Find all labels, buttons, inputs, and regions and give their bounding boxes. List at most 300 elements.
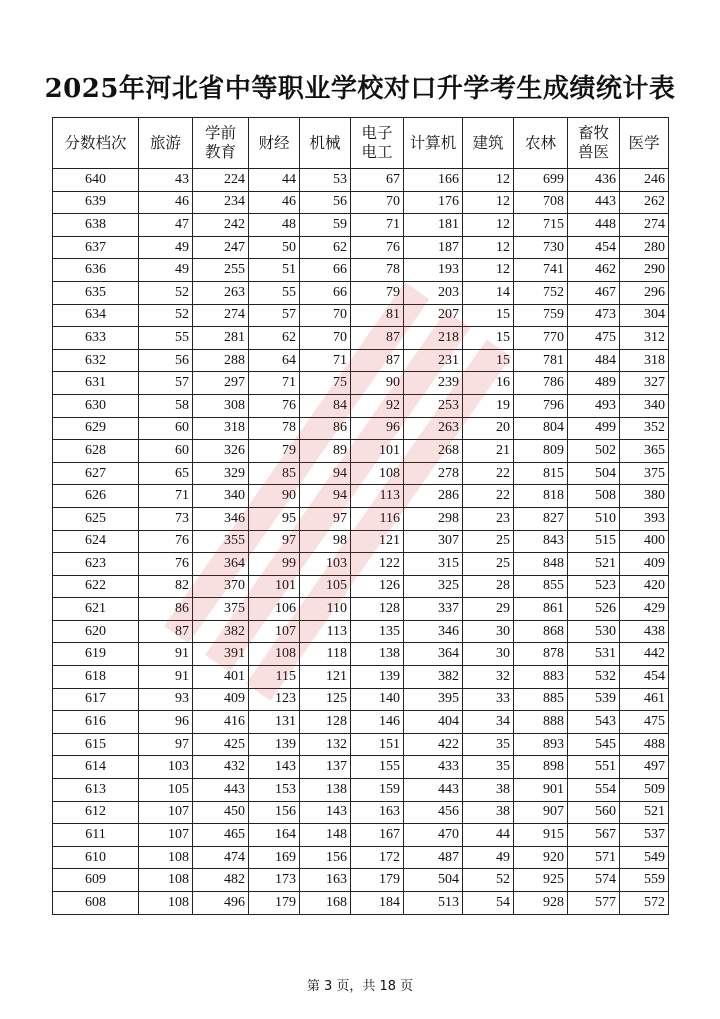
count-cell: 56 xyxy=(139,349,193,372)
count-cell: 432 xyxy=(193,756,249,779)
count-cell: 50 xyxy=(249,236,300,259)
count-cell: 179 xyxy=(249,892,300,915)
count-cell: 218 xyxy=(404,327,463,350)
count-cell: 577 xyxy=(568,892,620,915)
table-row xyxy=(53,485,669,508)
table-row xyxy=(53,666,669,689)
count-cell: 12 xyxy=(463,169,514,192)
count-cell: 155 xyxy=(351,756,404,779)
count-cell: 166 xyxy=(404,169,463,192)
count-cell: 58 xyxy=(139,394,193,417)
count-cell: 741 xyxy=(514,259,568,282)
table-row xyxy=(53,169,669,192)
count-cell: 146 xyxy=(351,711,404,734)
count-cell: 57 xyxy=(139,372,193,395)
count-cell: 138 xyxy=(351,643,404,666)
column-header xyxy=(514,118,568,169)
count-cell: 255 xyxy=(193,259,249,282)
count-cell: 509 xyxy=(620,779,669,802)
count-cell: 75 xyxy=(300,372,351,395)
count-cell: 450 xyxy=(193,801,249,824)
count-cell: 70 xyxy=(300,327,351,350)
count-cell: 164 xyxy=(249,824,300,847)
score-cell: 624 xyxy=(53,530,139,553)
table-row xyxy=(53,417,669,440)
count-cell: 290 xyxy=(620,259,669,282)
score-cell: 619 xyxy=(53,643,139,666)
column-header xyxy=(300,118,351,169)
count-cell: 443 xyxy=(193,779,249,802)
score-cell: 623 xyxy=(53,553,139,576)
count-cell: 326 xyxy=(193,440,249,463)
count-cell: 572 xyxy=(620,892,669,915)
count-cell: 115 xyxy=(249,666,300,689)
count-cell: 380 xyxy=(620,485,669,508)
column-header-label: 分数档次 xyxy=(64,133,127,152)
table-row xyxy=(53,349,669,372)
count-cell: 66 xyxy=(300,281,351,304)
count-cell: 448 xyxy=(568,214,620,237)
count-cell: 796 xyxy=(514,394,568,417)
count-cell: 76 xyxy=(139,530,193,553)
count-cell: 65 xyxy=(139,462,193,485)
column-header-label: 建筑 xyxy=(472,133,504,152)
table-row xyxy=(53,824,669,847)
count-cell: 888 xyxy=(514,711,568,734)
count-cell: 416 xyxy=(193,711,249,734)
count-cell: 139 xyxy=(351,666,404,689)
count-cell: 44 xyxy=(249,169,300,192)
count-cell: 93 xyxy=(139,688,193,711)
table-row xyxy=(53,440,669,463)
count-cell: 118 xyxy=(300,643,351,666)
table-row xyxy=(53,372,669,395)
count-cell: 55 xyxy=(249,281,300,304)
count-cell: 44 xyxy=(463,824,514,847)
score-cell: 635 xyxy=(53,281,139,304)
count-cell: 123 xyxy=(249,688,300,711)
column-header xyxy=(463,118,514,169)
count-cell: 12 xyxy=(463,191,514,214)
count-cell: 94 xyxy=(300,462,351,485)
count-cell: 92 xyxy=(351,394,404,417)
score-cell: 621 xyxy=(53,598,139,621)
count-cell: 365 xyxy=(620,440,669,463)
table-row xyxy=(53,688,669,711)
count-cell: 752 xyxy=(514,281,568,304)
column-header-label-line2: 兽医 xyxy=(577,143,609,161)
count-cell: 169 xyxy=(249,846,300,869)
count-cell: 143 xyxy=(249,756,300,779)
count-cell: 52 xyxy=(463,869,514,892)
count-cell: 29 xyxy=(463,598,514,621)
count-cell: 193 xyxy=(404,259,463,282)
table-row xyxy=(53,462,669,485)
table-row xyxy=(53,214,669,237)
count-cell: 163 xyxy=(351,801,404,824)
score-cell: 616 xyxy=(53,711,139,734)
count-cell: 898 xyxy=(514,756,568,779)
count-cell: 475 xyxy=(568,327,620,350)
count-cell: 131 xyxy=(249,711,300,734)
table-row xyxy=(53,620,669,643)
table-row xyxy=(53,575,669,598)
count-cell: 105 xyxy=(139,779,193,802)
score-cell: 614 xyxy=(53,756,139,779)
count-cell: 443 xyxy=(568,191,620,214)
score-cell: 618 xyxy=(53,666,139,689)
score-cell: 611 xyxy=(53,824,139,847)
score-cell: 637 xyxy=(53,236,139,259)
count-cell: 473 xyxy=(568,304,620,327)
count-cell: 395 xyxy=(404,688,463,711)
count-cell: 382 xyxy=(404,666,463,689)
count-cell: 461 xyxy=(620,688,669,711)
count-cell: 203 xyxy=(404,281,463,304)
count-cell: 318 xyxy=(620,349,669,372)
count-cell: 268 xyxy=(404,440,463,463)
score-cell: 615 xyxy=(53,733,139,756)
count-cell: 759 xyxy=(514,304,568,327)
count-cell: 521 xyxy=(568,553,620,576)
count-cell: 554 xyxy=(568,779,620,802)
count-cell: 34 xyxy=(463,711,514,734)
count-cell: 107 xyxy=(139,824,193,847)
count-cell: 482 xyxy=(193,869,249,892)
count-cell: 12 xyxy=(463,259,514,282)
count-cell: 523 xyxy=(568,575,620,598)
count-cell: 79 xyxy=(351,281,404,304)
count-cell: 420 xyxy=(620,575,669,598)
count-cell: 325 xyxy=(404,575,463,598)
count-cell: 52 xyxy=(139,281,193,304)
count-cell: 288 xyxy=(193,349,249,372)
count-cell: 364 xyxy=(193,553,249,576)
count-cell: 559 xyxy=(620,869,669,892)
count-cell: 137 xyxy=(300,756,351,779)
count-cell: 91 xyxy=(139,643,193,666)
table-row xyxy=(53,259,669,282)
count-cell: 108 xyxy=(351,462,404,485)
count-cell: 274 xyxy=(193,304,249,327)
count-cell: 422 xyxy=(404,733,463,756)
table-row xyxy=(53,869,669,892)
count-cell: 81 xyxy=(351,304,404,327)
score-cell: 609 xyxy=(53,869,139,892)
column-header-label: 计算机 xyxy=(409,133,457,152)
count-cell: 207 xyxy=(404,304,463,327)
count-cell: 496 xyxy=(193,892,249,915)
table-row xyxy=(53,846,669,869)
count-cell: 462 xyxy=(568,259,620,282)
count-cell: 76 xyxy=(351,236,404,259)
count-cell: 567 xyxy=(568,824,620,847)
count-cell: 70 xyxy=(300,304,351,327)
count-cell: 848 xyxy=(514,553,568,576)
count-cell: 64 xyxy=(249,349,300,372)
count-cell: 286 xyxy=(404,485,463,508)
page-title: 2025年河北省中等职业学校对口升学考生成绩统计表 xyxy=(44,74,676,104)
count-cell: 298 xyxy=(404,507,463,530)
count-cell: 855 xyxy=(514,575,568,598)
count-cell: 337 xyxy=(404,598,463,621)
count-cell: 46 xyxy=(139,191,193,214)
page-footer: 第 3 页，共 18 页 xyxy=(306,979,414,994)
count-cell: 126 xyxy=(351,575,404,598)
count-cell: 96 xyxy=(351,417,404,440)
count-cell: 97 xyxy=(249,530,300,553)
count-cell: 108 xyxy=(249,643,300,666)
count-cell: 95 xyxy=(249,507,300,530)
count-cell: 167 xyxy=(351,824,404,847)
column-header-label-line2: 教育 xyxy=(204,143,236,161)
table-row xyxy=(53,733,669,756)
count-cell: 433 xyxy=(404,756,463,779)
column-header xyxy=(568,118,620,169)
count-cell: 400 xyxy=(620,530,669,553)
count-cell: 107 xyxy=(249,620,300,643)
column-header xyxy=(404,118,463,169)
count-cell: 135 xyxy=(351,620,404,643)
count-cell: 173 xyxy=(249,869,300,892)
count-cell: 818 xyxy=(514,485,568,508)
table-row xyxy=(53,598,669,621)
count-cell: 868 xyxy=(514,620,568,643)
count-cell: 489 xyxy=(568,372,620,395)
count-cell: 329 xyxy=(193,462,249,485)
count-cell: 12 xyxy=(463,236,514,259)
count-cell: 71 xyxy=(300,349,351,372)
score-cell: 634 xyxy=(53,304,139,327)
count-cell: 15 xyxy=(463,304,514,327)
count-cell: 530 xyxy=(568,620,620,643)
count-cell: 465 xyxy=(193,824,249,847)
count-cell: 551 xyxy=(568,756,620,779)
count-cell: 25 xyxy=(463,553,514,576)
count-cell: 22 xyxy=(463,485,514,508)
count-cell: 62 xyxy=(300,236,351,259)
table-row xyxy=(53,801,669,824)
count-cell: 94 xyxy=(300,485,351,508)
table-row xyxy=(53,756,669,779)
count-cell: 73 xyxy=(139,507,193,530)
count-cell: 878 xyxy=(514,643,568,666)
column-header-label: 电子 xyxy=(361,124,393,142)
count-cell: 132 xyxy=(300,733,351,756)
column-header-label: 畜牧 xyxy=(577,124,609,142)
count-cell: 340 xyxy=(620,394,669,417)
table-row xyxy=(53,304,669,327)
count-cell: 571 xyxy=(568,846,620,869)
count-cell: 253 xyxy=(404,394,463,417)
count-cell: 108 xyxy=(139,869,193,892)
count-cell: 263 xyxy=(193,281,249,304)
count-cell: 502 xyxy=(568,440,620,463)
count-cell: 108 xyxy=(139,892,193,915)
count-cell: 375 xyxy=(620,462,669,485)
count-cell: 51 xyxy=(249,259,300,282)
count-cell: 101 xyxy=(351,440,404,463)
count-cell: 98 xyxy=(300,530,351,553)
count-cell: 35 xyxy=(463,756,514,779)
table-row xyxy=(53,394,669,417)
count-cell: 86 xyxy=(139,598,193,621)
score-cell: 625 xyxy=(53,507,139,530)
count-cell: 113 xyxy=(351,485,404,508)
count-cell: 443 xyxy=(404,779,463,802)
count-cell: 304 xyxy=(620,304,669,327)
score-cell: 626 xyxy=(53,485,139,508)
table-row xyxy=(53,530,669,553)
count-cell: 38 xyxy=(463,801,514,824)
count-cell: 179 xyxy=(351,869,404,892)
count-cell: 843 xyxy=(514,530,568,553)
count-cell: 90 xyxy=(351,372,404,395)
count-cell: 504 xyxy=(568,462,620,485)
count-cell: 454 xyxy=(620,666,669,689)
count-cell: 32 xyxy=(463,666,514,689)
count-cell: 510 xyxy=(568,507,620,530)
count-cell: 893 xyxy=(514,733,568,756)
score-cell: 639 xyxy=(53,191,139,214)
count-cell: 549 xyxy=(620,846,669,869)
count-cell: 121 xyxy=(300,666,351,689)
count-cell: 16 xyxy=(463,372,514,395)
count-cell: 19 xyxy=(463,394,514,417)
count-cell: 87 xyxy=(351,327,404,350)
count-cell: 43 xyxy=(139,169,193,192)
count-cell: 116 xyxy=(351,507,404,530)
count-cell: 531 xyxy=(568,643,620,666)
count-cell: 33 xyxy=(463,688,514,711)
count-cell: 526 xyxy=(568,598,620,621)
count-cell: 172 xyxy=(351,846,404,869)
count-cell: 107 xyxy=(139,801,193,824)
column-header-label: 农林 xyxy=(524,133,556,152)
table-row xyxy=(53,191,669,214)
count-cell: 346 xyxy=(193,507,249,530)
count-cell: 143 xyxy=(300,801,351,824)
count-cell: 574 xyxy=(568,869,620,892)
score-cell: 622 xyxy=(53,575,139,598)
count-cell: 48 xyxy=(249,214,300,237)
count-cell: 156 xyxy=(249,801,300,824)
count-cell: 184 xyxy=(351,892,404,915)
count-cell: 125 xyxy=(300,688,351,711)
count-cell: 47 xyxy=(139,214,193,237)
count-cell: 56 xyxy=(300,191,351,214)
count-cell: 103 xyxy=(139,756,193,779)
count-cell: 86 xyxy=(300,417,351,440)
count-cell: 454 xyxy=(568,236,620,259)
count-cell: 280 xyxy=(620,236,669,259)
count-cell: 504 xyxy=(404,869,463,892)
count-cell: 521 xyxy=(620,801,669,824)
column-header-label: 财经 xyxy=(258,133,290,152)
count-cell: 242 xyxy=(193,214,249,237)
table-body xyxy=(53,169,669,915)
count-cell: 781 xyxy=(514,349,568,372)
count-cell: 96 xyxy=(139,711,193,734)
count-cell: 809 xyxy=(514,440,568,463)
score-cell: 640 xyxy=(53,169,139,192)
score-cell: 632 xyxy=(53,349,139,372)
count-cell: 278 xyxy=(404,462,463,485)
count-cell: 804 xyxy=(514,417,568,440)
count-cell: 247 xyxy=(193,236,249,259)
count-cell: 308 xyxy=(193,394,249,417)
count-cell: 543 xyxy=(568,711,620,734)
count-cell: 103 xyxy=(300,553,351,576)
count-cell: 151 xyxy=(351,733,404,756)
score-cell: 629 xyxy=(53,417,139,440)
score-cell: 620 xyxy=(53,620,139,643)
count-cell: 30 xyxy=(463,620,514,643)
column-header xyxy=(193,118,249,169)
count-cell: 355 xyxy=(193,530,249,553)
count-cell: 70 xyxy=(351,191,404,214)
table-row xyxy=(53,281,669,304)
count-cell: 62 xyxy=(249,327,300,350)
count-cell: 456 xyxy=(404,801,463,824)
count-cell: 67 xyxy=(351,169,404,192)
table-row xyxy=(53,779,669,802)
count-cell: 110 xyxy=(300,598,351,621)
count-cell: 493 xyxy=(568,394,620,417)
count-cell: 90 xyxy=(249,485,300,508)
column-header xyxy=(351,118,404,169)
column-header xyxy=(139,118,193,169)
count-cell: 57 xyxy=(249,304,300,327)
score-cell: 630 xyxy=(53,394,139,417)
count-cell: 14 xyxy=(463,281,514,304)
count-cell: 159 xyxy=(351,779,404,802)
count-cell: 60 xyxy=(139,440,193,463)
count-cell: 786 xyxy=(514,372,568,395)
count-cell: 78 xyxy=(351,259,404,282)
count-cell: 71 xyxy=(139,485,193,508)
table-row xyxy=(53,507,669,530)
count-cell: 730 xyxy=(514,236,568,259)
count-cell: 239 xyxy=(404,372,463,395)
count-cell: 375 xyxy=(193,598,249,621)
count-cell: 60 xyxy=(139,417,193,440)
count-cell: 224 xyxy=(193,169,249,192)
count-cell: 15 xyxy=(463,327,514,350)
count-cell: 409 xyxy=(193,688,249,711)
column-header-label: 医学 xyxy=(628,133,660,152)
score-table xyxy=(52,117,669,915)
count-cell: 113 xyxy=(300,620,351,643)
count-cell: 928 xyxy=(514,892,568,915)
count-cell: 315 xyxy=(404,553,463,576)
count-cell: 699 xyxy=(514,169,568,192)
count-cell: 49 xyxy=(139,236,193,259)
count-cell: 187 xyxy=(404,236,463,259)
count-cell: 79 xyxy=(249,440,300,463)
column-header xyxy=(53,118,139,169)
count-cell: 925 xyxy=(514,869,568,892)
count-cell: 87 xyxy=(139,620,193,643)
count-cell: 15 xyxy=(463,349,514,372)
count-cell: 827 xyxy=(514,507,568,530)
count-cell: 715 xyxy=(514,214,568,237)
count-cell: 121 xyxy=(351,530,404,553)
count-cell: 401 xyxy=(193,666,249,689)
count-cell: 370 xyxy=(193,575,249,598)
count-cell: 128 xyxy=(351,598,404,621)
score-cell: 612 xyxy=(53,801,139,824)
